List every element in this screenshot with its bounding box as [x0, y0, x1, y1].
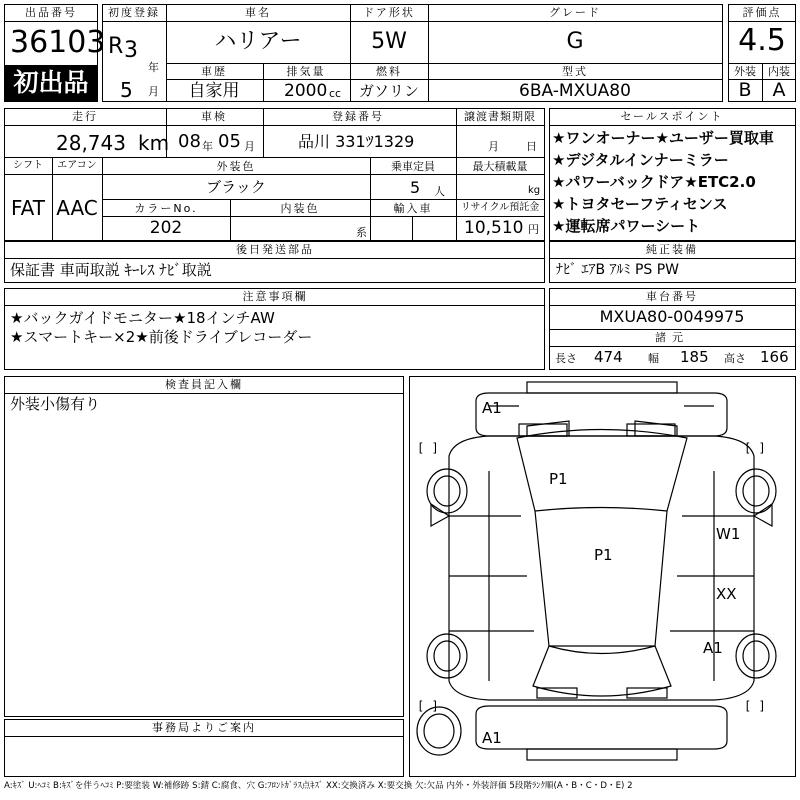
chassis-label: 車台番号 — [646, 290, 698, 303]
year-unit: 年 — [148, 61, 159, 74]
genuine-equipment-label: 純正装備 — [646, 243, 698, 256]
height-label: 高さ — [724, 352, 746, 365]
interior-color-unit: 系 — [356, 226, 367, 239]
first-reg-label: 初度登録 — [108, 6, 160, 19]
interior-color-label: 内装色 — [280, 202, 320, 215]
shift: FAT — [10, 196, 46, 220]
inspection-year: 08 — [178, 131, 201, 152]
interior-grade: A — [772, 79, 786, 101]
inspection-year-unit: 年 — [202, 140, 213, 153]
history-label: 車歴 — [201, 65, 227, 78]
inspection-month-unit: 月 — [244, 140, 255, 153]
mark-right-rear-door: XX — [716, 585, 737, 603]
reg-year: 3 — [124, 38, 138, 63]
displacement-label: 排気量 — [286, 65, 326, 78]
sales-points-label: セールスポイント — [620, 110, 724, 123]
import-label: 輸入車 — [393, 202, 433, 215]
right-bracket-front: [ ] — [744, 441, 766, 455]
legend: A:ｷｽﾞ U:ﾍｺﾐ B:ｷｽﾞを伴うﾍｺﾐ P:要塗装 W:補修跡 S:錆 C:腐食、穴 G:ﾌﾛﾝﾄｶﾞﾗｽ点ｷｽﾞ XX:交換済み X:要交換 欠:欠品 内外・外装評価 5段階ﾗﾝｸ順(A・B・C・D・E) 2 — [4, 781, 633, 791]
exterior-color-label: 外装色 — [216, 160, 256, 173]
history: 自家用 — [188, 81, 240, 101]
chassis-number: MXUA80-0049975 — [599, 307, 745, 326]
inspection-month: 05 — [218, 131, 241, 152]
later-parts-label: 後日発送部品 — [236, 243, 314, 256]
door-type: 5W — [371, 29, 407, 54]
length: 474 — [594, 348, 623, 366]
width: 185 — [680, 348, 709, 366]
reg-month: 5 — [120, 78, 133, 102]
car-diagram — [409, 376, 796, 777]
lot-label: 出品番号 — [25, 6, 77, 19]
car-name-label: 車名 — [245, 6, 271, 19]
exterior-grade-label: 外装 — [734, 65, 756, 78]
office-label: 事務局よりご案内 — [152, 721, 256, 734]
dims-label: 諸元 — [655, 331, 689, 344]
exterior-grade: B — [738, 79, 752, 101]
left-bracket-rear: [ ] — [417, 699, 439, 713]
inspector-box — [4, 376, 404, 717]
door-label: ドア形状 — [363, 6, 415, 19]
grade: G — [566, 29, 584, 54]
displacement-unit: cc — [329, 87, 342, 100]
load-label: 最大積載量 — [472, 160, 528, 173]
sales-point-4: ★トヨタセーフティセンス — [552, 195, 728, 213]
recycle-unit: 円 — [528, 223, 539, 236]
sales-point-2: ★デジタルインナーミラー — [552, 151, 729, 169]
color-no: 202 — [149, 218, 183, 238]
recycle: 10,510 — [464, 218, 524, 238]
sales-point-5: ★運転席パワーシート — [552, 217, 701, 235]
capacity-label: 乗車定員 — [391, 160, 435, 173]
interior-grade-label: 内装 — [768, 65, 790, 78]
plate: 品川 331ﾂ1329 — [298, 132, 415, 151]
mark-roof: P1 — [594, 546, 613, 564]
capacity-unit: 人 — [434, 185, 445, 198]
mileage-unit: km — [138, 131, 170, 155]
month-unit: 月 — [148, 85, 159, 98]
genuine-equipment: ﾅﾋﾞ ｴｱB ｱﾙﾐ PS PW — [556, 262, 680, 278]
mileage-label: 走行 — [72, 110, 98, 123]
grade-label: グレード — [549, 6, 601, 19]
mark-right-front-door: W1 — [716, 525, 741, 543]
mark-front-bumper: A1 — [482, 399, 502, 417]
exterior-color: ブラック — [206, 178, 266, 196]
sales-point-1: ★ワンオーナー★ユーザー買取車 — [552, 129, 774, 147]
transfer-label: 譲渡書類期限 — [464, 110, 536, 123]
width-label: 幅 — [648, 352, 659, 365]
score: 4.5 — [738, 23, 786, 58]
fuel: ガソリン — [358, 82, 420, 100]
mark-rear-bumper: A1 — [482, 729, 502, 747]
displacement: 2000 — [284, 81, 328, 101]
length-label: 長さ — [555, 352, 577, 365]
color-no-label: カラーNo. — [134, 202, 198, 215]
plate-label: 登録番号 — [332, 110, 384, 123]
mark-hood: P1 — [549, 470, 568, 488]
car-name: ハリアー — [214, 29, 302, 54]
later-parts: 保証書 車両取説 ｷｰﾚｽ ﾅﾋﾞ取説 — [10, 261, 212, 279]
height: 166 — [760, 348, 789, 366]
score-label: 評価点 — [742, 6, 782, 19]
transfer-month-unit: 月 — [488, 140, 499, 153]
notes-label: 注意事項欄 — [242, 290, 308, 303]
inspector-text: 外装小傷有り — [10, 395, 101, 413]
load-unit: kg — [528, 185, 541, 196]
capacity: 5 — [410, 178, 421, 197]
inspector-label: 検査員記入欄 — [165, 378, 243, 391]
recycle-label: リサイクル預託金 — [460, 202, 540, 213]
ac: AAC — [56, 196, 98, 220]
inspection-label: 車検 — [201, 110, 227, 123]
mileage: 28,743 — [56, 131, 126, 155]
mark-right-rear-fender: A1 — [703, 639, 723, 657]
note-line-2: ★スマートキー×2★前後ドライブレコーダー — [10, 328, 313, 346]
sales-point-3: ★パワーバックドア★ETC2.0 — [552, 173, 756, 191]
era: R — [108, 34, 124, 59]
lot-number: 36103 — [10, 25, 106, 60]
transfer-day-unit: 日 — [526, 140, 537, 153]
left-bracket-front: [ ] — [417, 441, 439, 455]
shift-label: シフト — [13, 160, 43, 171]
ac-label: エアコン — [57, 160, 97, 171]
fuel-label: 燃料 — [376, 65, 402, 78]
note-line-1: ★バックガイドモニター★18インチAW — [10, 309, 275, 327]
model: 6BA-MXUA80 — [519, 81, 631, 101]
first-listing: 初出品 — [13, 68, 89, 97]
model-label: 型式 — [562, 65, 588, 78]
right-bracket-rear: [ ] — [744, 699, 766, 713]
